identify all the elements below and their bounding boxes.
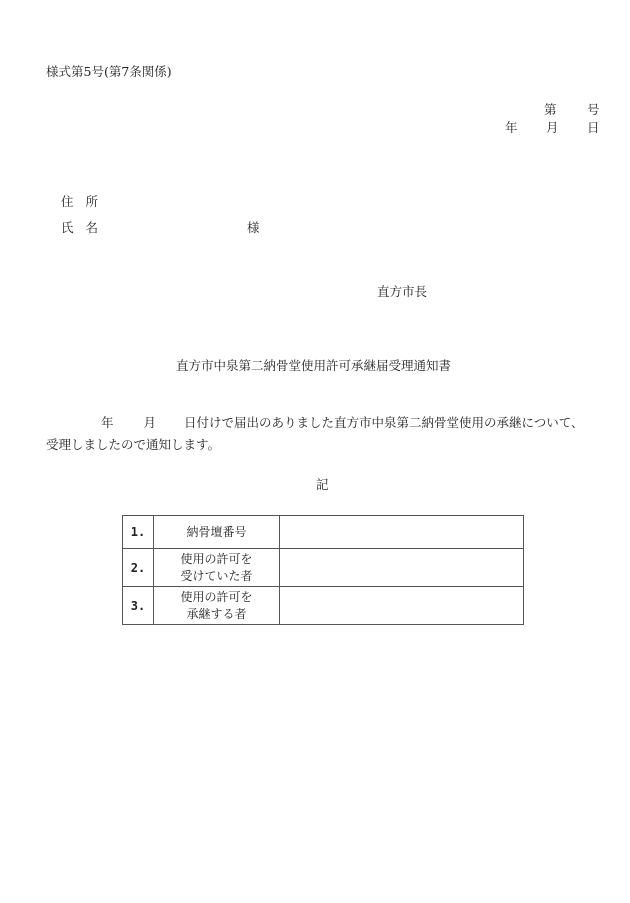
row-value-cell bbox=[280, 516, 524, 549]
document-number-prefix: 第 bbox=[544, 102, 557, 117]
recipient-name-label: 氏名 bbox=[61, 220, 111, 235]
row-item-label bbox=[154, 549, 280, 587]
row-item-line: 受けていた者 bbox=[180, 568, 253, 583]
table-row bbox=[123, 516, 524, 549]
row-item-line: 承継する者 bbox=[186, 606, 247, 621]
row-item-line: 納骨壇番号 bbox=[186, 524, 247, 539]
row-item-line: 使用の許可を bbox=[180, 551, 253, 566]
date-day-label: 日 bbox=[587, 120, 600, 135]
document-number-suffix: 号 bbox=[587, 102, 600, 117]
form-label: 様式第5号(第7条関係) bbox=[46, 64, 172, 79]
ki-heading: 記 bbox=[316, 477, 329, 492]
row-number: 1. bbox=[123, 516, 154, 549]
row-value-cell bbox=[280, 587, 524, 625]
body-year-label: 年 bbox=[101, 415, 114, 430]
body-month-label: 月 bbox=[143, 415, 157, 430]
items-table bbox=[122, 515, 524, 625]
row-item-label bbox=[154, 587, 280, 625]
date-month-label: 月 bbox=[546, 120, 559, 135]
body-text-line-2: 受理しましたので通知します。 bbox=[46, 437, 221, 452]
recipient-honorific: 様 bbox=[247, 220, 260, 235]
row-number: 3. bbox=[123, 587, 154, 625]
issuer-name: 直方市長 bbox=[377, 284, 428, 299]
row-item-line: 使用の許可を bbox=[180, 589, 253, 604]
recipient-address-label: 住所 bbox=[61, 194, 111, 209]
table-row bbox=[123, 549, 524, 587]
body-text-line-1 bbox=[46, 417, 584, 430]
document-title: 直方市中泉第二納骨堂使用許可承継届受理通知書 bbox=[176, 358, 452, 373]
row-item-label bbox=[154, 516, 280, 549]
row-number: 2. bbox=[123, 549, 154, 587]
body-text-rest: 日付けで届出のありました直方市中泉第二納骨堂使用の承継について、 bbox=[184, 415, 584, 430]
table-row bbox=[123, 587, 524, 625]
row-value-cell bbox=[280, 549, 524, 587]
date-year-label: 年 bbox=[505, 120, 518, 135]
